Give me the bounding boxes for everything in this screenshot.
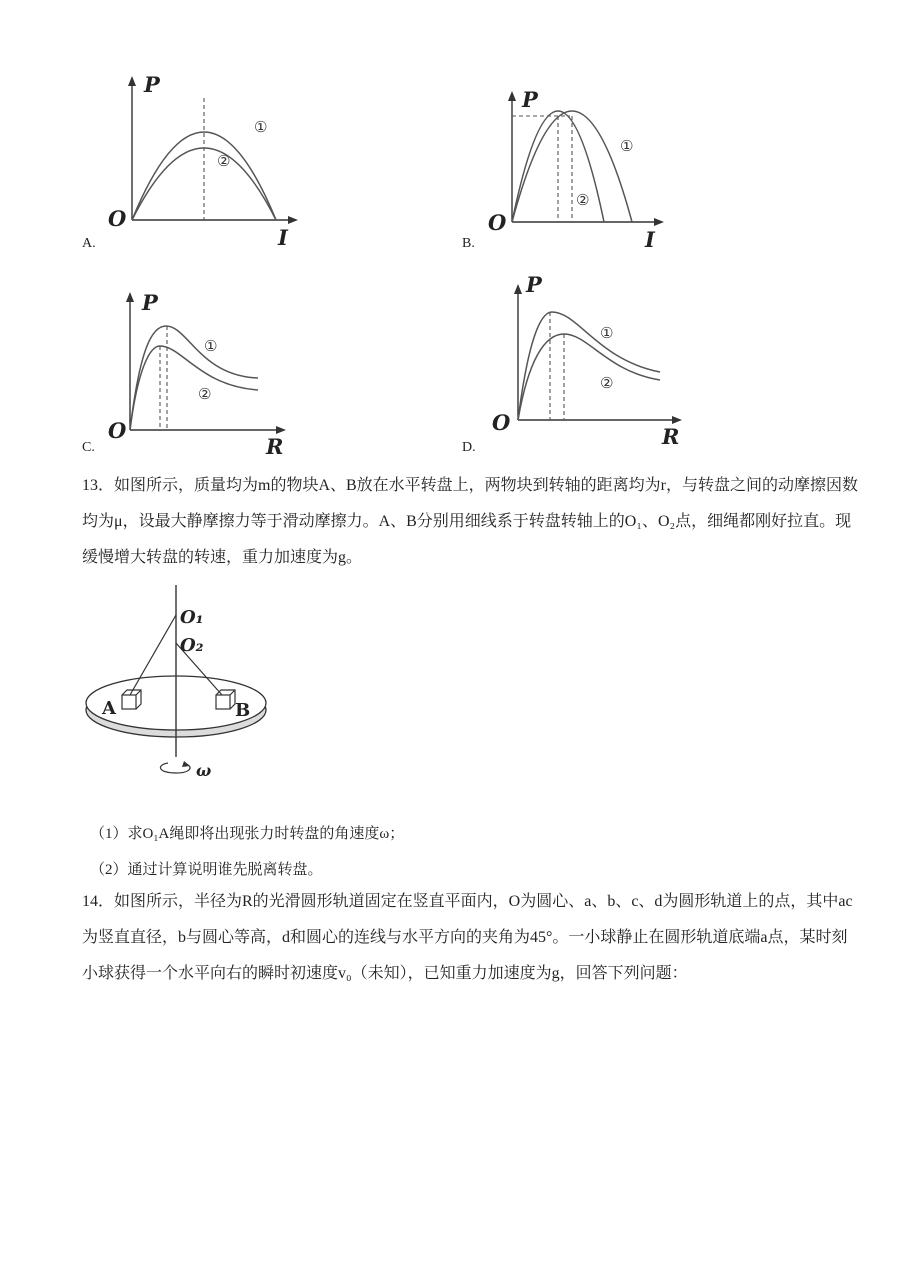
y-axis-label: P [144, 72, 160, 97]
o1-label: O₁ [180, 607, 204, 628]
turntable-figure [80, 585, 280, 789]
option-b-graph [480, 85, 680, 255]
origin-label: O [108, 418, 127, 443]
block-a-label: A [102, 698, 116, 719]
option-a-graph [100, 70, 300, 250]
question-13-part-2: （2）通过计算说明谁先脱离转盘。 [90, 862, 323, 878]
origin-label: O [488, 210, 507, 235]
option-d-graph [488, 262, 688, 452]
question-13-text: 13．如图所示，质量均为m的物块A、B放在水平转盘上，两物块到转轴的距离均为r，与转盘之间的动摩擦因数均为μ，设最大静摩擦力等于滑动摩擦力。A、B分别用细线系于转盘转轴上的O₁、O₂点，细绳都刚好拉直。现缓慢增大转盘的转速，重力加速度为g。 [82, 477, 859, 566]
curve-2-label: ② [600, 374, 614, 392]
question-14-text: 14．如图所示，半径为R的光滑圆形轨道固定在竖直平面内，O为圆心、a、b、c、d为圆形轨道上的点，其中ac为竖直直径，b与圆心等高，d和圆心的连线与水平方向的夹角为45°。一小球静止在圆形轨道底端a点，某时刻小球获得一个水平向右的瞬时初速度v₀（未知），已知重力加速度为g，回答下列问题： [82, 893, 853, 982]
option-b-label: B. [462, 236, 475, 251]
y-axis-label: P [142, 290, 158, 315]
option-c-label: C. [82, 440, 95, 455]
o2-label: O₂ [180, 635, 204, 656]
option-a-label: A. [82, 236, 96, 251]
y-axis-label: P [526, 272, 542, 297]
curve-1-label: ① [254, 118, 268, 136]
x-axis-label: I [278, 225, 288, 250]
origin-label: O [492, 410, 511, 435]
curve-1-label: ① [204, 337, 218, 355]
x-axis-label: R [266, 434, 284, 459]
question-13-part-1: （1）求O₁A绳即将出现张力时转盘的角速度ω； [90, 826, 405, 842]
x-axis-label: R [662, 424, 680, 449]
curve-1-label: ① [600, 324, 614, 342]
curve-2-label: ② [217, 152, 231, 170]
curve-2-label: ② [198, 385, 212, 403]
omega-label: ω [196, 761, 212, 780]
curve-2-label: ② [576, 191, 590, 209]
curve-1-label: ① [620, 137, 634, 155]
origin-label: O [108, 206, 127, 231]
option-c-graph [100, 258, 300, 458]
y-axis-label: P [522, 87, 538, 112]
option-d-label: D. [462, 440, 476, 455]
block-b-label: B [235, 700, 251, 721]
x-axis-label: I [645, 227, 655, 252]
